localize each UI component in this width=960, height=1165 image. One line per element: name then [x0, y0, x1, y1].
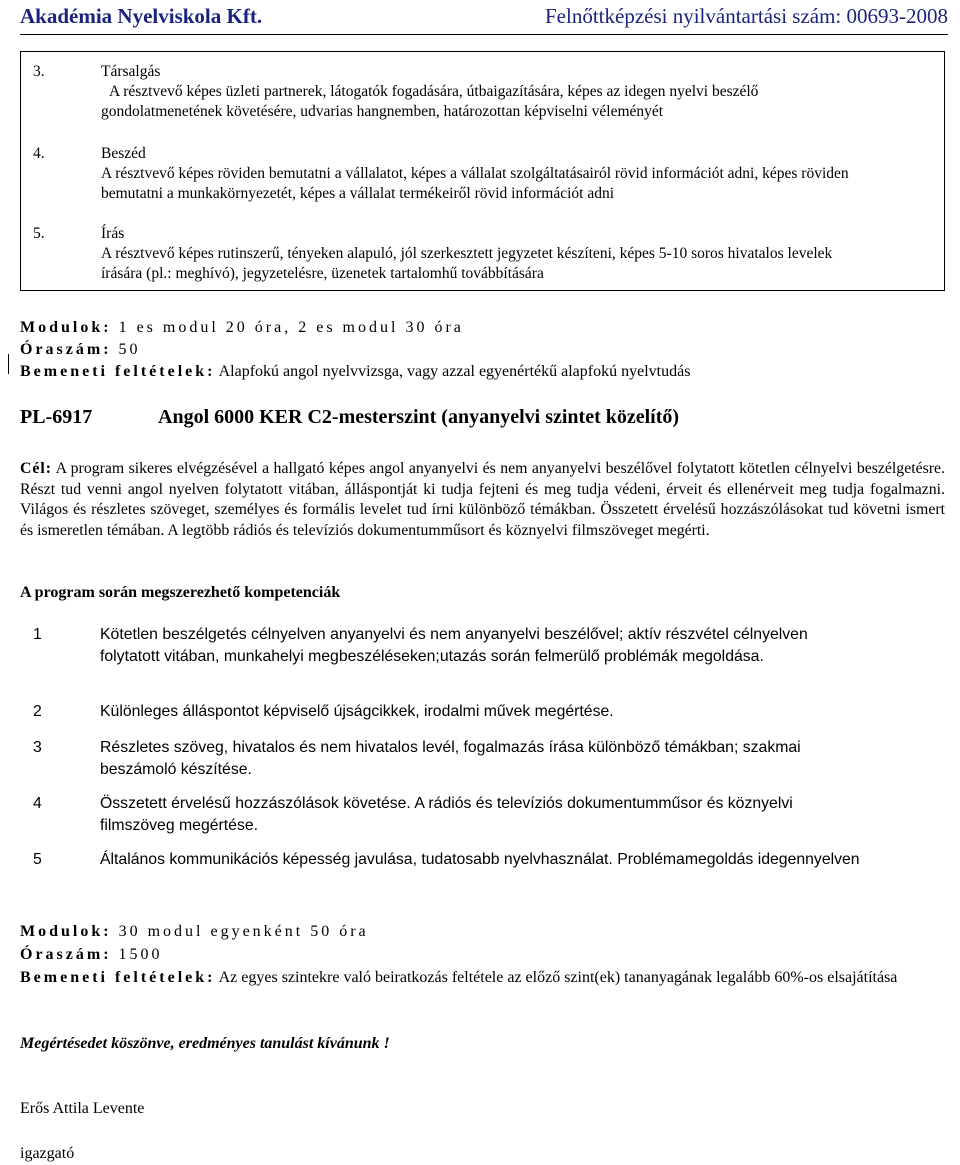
hours-value: 50	[111, 341, 141, 358]
modules-line-2	[20, 922, 369, 942]
competency-number: 1	[33, 626, 42, 643]
competency-text: Különleges álláspontot képviselő újságcikkek, irodalmi művek megértése.	[100, 703, 614, 720]
modules-label: Modulok:	[20, 923, 112, 940]
competency-text: Részletes szöveg, hivatalos és nem hivatalos levél, fogalmazás írása különböző témákban; szakmai beszámoló készítése.	[100, 739, 801, 778]
skill-title: Társalgás	[101, 63, 161, 80]
prerequisites-line	[20, 362, 690, 382]
skill-description: A résztvevő képes rutinszerű, tényeken alapuló, jól szerkesztett jegyzetet készíteni, képes 5-10 soros hivatalos levelek írására (pl.: meghívó), jegyzetelésre, üzenetek tartalomhű továbbítására	[101, 245, 833, 282]
modules-label: Modulok:	[20, 319, 112, 336]
skills-table	[20, 51, 945, 291]
skill-description: A résztvevő képes röviden bemutatni a vállalatot, képes a vállalat szolgáltatásairól rövid információt adni, képes röviden bemutatni a munkakörnyezetét, képes a vállalat termékeiről rövid információt adni	[101, 165, 849, 202]
competency-text: Általános kommunikációs képesség javulása, tudatosabb nyelvhasználat. Problémamegoldás idegennyelven	[100, 851, 860, 868]
goal-label: Cél:	[20, 460, 53, 477]
hours-label: Óraszám:	[20, 946, 112, 963]
competency-text: Összetett érvelésű hozzászólások követése. A rádiós és televíziós dokumentumműsor és köznyelvi filmszöveg megértése.	[100, 795, 793, 834]
course-goal	[20, 459, 945, 541]
registration-number: Felnőttképzési nyilvántartási szám: 00693-2008	[545, 4, 948, 28]
prerequisites-line-2	[20, 968, 945, 988]
course-title: Angol 6000 KER C2-mesterszint (anyanyelvi szintet közelítő)	[158, 406, 680, 428]
skill-number: 3.	[33, 63, 45, 80]
skill-title: Írás	[101, 225, 125, 242]
competency-number: 4	[33, 795, 42, 812]
competencies-heading: A program során megszerezhető kompetenciák	[20, 584, 341, 601]
prerequisites-value: Alapfokú angol nyelvvizsga, vagy azzal egyenértékű alapfokú nyelvtudás	[215, 363, 691, 380]
change-bar	[8, 354, 9, 374]
skill-title: Beszéd	[101, 145, 146, 162]
modules-value: 1 es modul 20 óra, 2 es modul 30 óra	[111, 319, 464, 336]
signer-title: igazgató	[20, 1145, 75, 1162]
company-name: Akadémia Nyelviskola Kft.	[20, 4, 263, 28]
competency-number: 2	[33, 703, 42, 720]
hours-line	[20, 340, 141, 360]
closing-message: Megértésedet köszönve, eredményes tanulást kívánunk !	[20, 1035, 390, 1052]
competency-number: 3	[33, 739, 42, 756]
hours-value: 1500	[111, 946, 163, 963]
prerequisites-label: Bemeneti feltételek:	[20, 969, 216, 986]
course-code: PL-6917	[20, 406, 93, 428]
hours-label: Óraszám:	[20, 341, 112, 358]
modules-line	[20, 318, 464, 338]
prerequisites-value: Az egyes szintekre való beiratkozás feltétele az előző szint(ek) tananyagának legalább 60%-os elsajátítása	[215, 969, 898, 986]
prerequisites-label: Bemeneti feltételek:	[20, 363, 216, 380]
hours-line-2	[20, 945, 163, 965]
page-header	[20, 4, 948, 35]
skill-number: 4.	[33, 145, 45, 162]
skill-number: 5.	[33, 225, 45, 242]
goal-text: A program sikeres elvégzésével a hallgató képes angol anyanyelvi és nem anyanyelvi beszélővel folytatott kötetlen célnyelvi beszélgetésre. Részt tud venni angol nyelven folytatott vitában, álláspontját ki tudja fejteni és meg tudja védeni, érveit és ellenérveit meg tudja fogalmazni. Világos és részletes szöveget, személyes és formális levelet tud írni különböző témákban. Összetett érvelésű hozzászólásokat tud követni ismert és ismeretlen témában. A legtöbb rádiós és televíziós dokumentumműsort és köznyelvi filmszöveget megérti.	[20, 460, 945, 539]
modules-value: 30 modul egyenként 50 óra	[111, 923, 369, 940]
skill-description: A résztvevő képes üzleti partnerek, látogatók fogadására, útbaigazítására, képes az idegen nyelvi beszélő gondolatmenetének követésére, udvarias hangnemben, határozottan képviselni véleményét	[101, 83, 759, 120]
competency-number: 5	[33, 851, 42, 868]
competency-text: Kötetlen beszélgetés célnyelven anyanyelvi és nem anyanyelvi beszélővel; aktív részvétel célnyelven folytatott vitában, munkahelyi megbeszéléseken;utazás során felmerülő problémák megoldása.	[100, 626, 808, 665]
signer-name: Erős Attila Levente	[20, 1100, 145, 1117]
